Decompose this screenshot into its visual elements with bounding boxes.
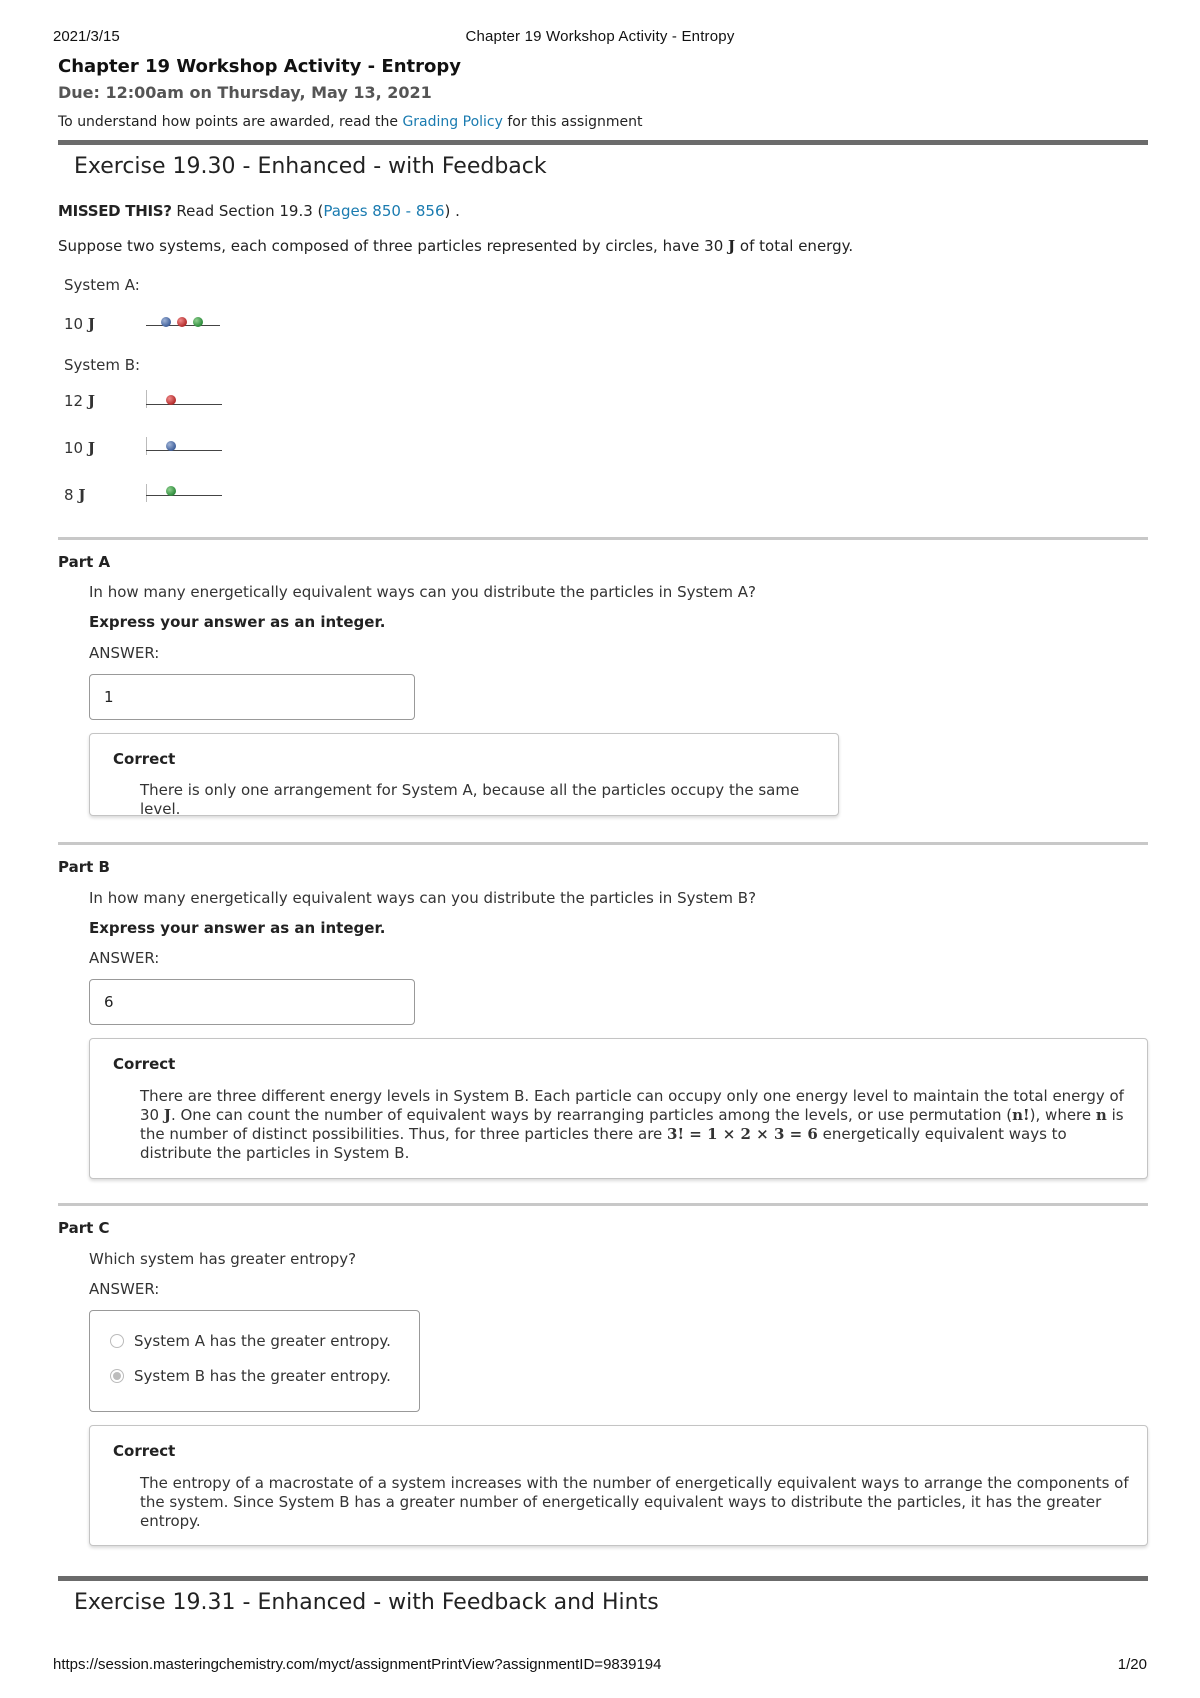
due-date: Due: 12:00am on Thursday, May 13, 2021: [58, 83, 432, 102]
missed-text: Read Section 19.3 (: [171, 202, 324, 220]
feedback-text-segment: . One can count the number of equivalent ways by rearranging particles among the levels, or use permutation (: [170, 1106, 1013, 1124]
grading-policy-link[interactable]: Grading Policy: [402, 114, 503, 130]
energy-level-line: [146, 495, 222, 496]
math-n: n: [1095, 1106, 1107, 1124]
particle-blue: [161, 317, 171, 327]
choice-system-b[interactable]: [110, 1367, 391, 1385]
part-b-feedback: [89, 1038, 1148, 1179]
exercise-divider: [58, 1576, 1148, 1581]
choice-system-a[interactable]: [110, 1332, 391, 1350]
page-number: 1/20: [1117, 1656, 1147, 1673]
level-unit: J: [87, 315, 95, 333]
choice-label: System A has the greater entropy.: [134, 1332, 391, 1350]
print-url: https://session.masteringchemistry.com/myct/assignmentPrintView?assignmentID=9839194: [53, 1656, 662, 1673]
part-divider: [58, 537, 1148, 540]
feedback-title: Correct: [113, 750, 176, 768]
exercise-title-next: Exercise 19.31 - Enhanced - with Feedback and Hints: [74, 1590, 659, 1615]
grading-note: [58, 114, 642, 130]
missed-this-note: [58, 202, 460, 220]
part-c-choices: [89, 1310, 420, 1412]
choice-label: System B has the greater entropy.: [134, 1367, 391, 1385]
level-value: 10: [64, 315, 84, 333]
exercise-divider: [58, 140, 1148, 145]
level-value: 12: [64, 392, 84, 410]
level-unit: J: [87, 439, 95, 457]
level-unit: J: [87, 392, 95, 410]
energy-level-line: [146, 450, 222, 451]
part-a-answer-label: ANSWER:: [89, 644, 160, 662]
part-c-feedback: [89, 1425, 1148, 1546]
system-b-level-label: [64, 392, 95, 410]
energy-level-line: [146, 404, 222, 405]
part-c-answer-label: ANSWER:: [89, 1280, 160, 1298]
energy-axis-tick: [146, 484, 147, 502]
part-a-instruction: Express your answer as an integer.: [89, 613, 386, 631]
particle-red: [177, 317, 187, 327]
print-title: Chapter 19 Workshop Activity - Entropy: [465, 28, 735, 45]
feedback-text-segment: is the number of distinct possibilities. Thus, for three particles there are: [140, 1106, 1124, 1143]
feedback-title: Correct: [113, 1055, 176, 1073]
grading-suffix: for this assignment: [502, 114, 643, 130]
missed-end: ) .: [444, 202, 460, 220]
part-c-question: Which system has greater entropy?: [89, 1250, 357, 1268]
part-a-question: In how many energetically equivalent ways can you distribute the particles in System A?: [89, 583, 757, 601]
particle-red: [166, 395, 176, 405]
feedback-text-segment: energetically equivalent ways to distribute the particles in System B.: [140, 1125, 1067, 1162]
print-footer: [53, 1656, 1147, 1676]
system-b-level-label: [64, 486, 85, 504]
system-b-level-label: [64, 439, 95, 457]
joule-unit: J: [163, 1106, 171, 1124]
part-divider: [58, 1203, 1148, 1206]
feedback-text-segment: ), where: [1029, 1106, 1096, 1124]
part-a-answer-field[interactable]: 1: [89, 674, 415, 720]
radio-button-selected[interactable]: [110, 1369, 124, 1383]
print-date: 2021/3/15: [53, 28, 120, 45]
particle-blue: [166, 441, 176, 451]
part-c-label: Part C: [58, 1219, 110, 1237]
system-a-label: System A:: [64, 276, 140, 294]
particle-green: [166, 486, 176, 496]
system-b-label: System B:: [64, 356, 141, 374]
math-n-factorial: n!: [1012, 1106, 1030, 1124]
missed-label: MISSED THIS?: [58, 202, 172, 220]
intro-text: Suppose two systems, each composed of three particles represented by circles, have 30: [58, 237, 729, 255]
exercise-title: Exercise 19.30 - Enhanced - with Feedback: [74, 154, 547, 179]
pages-link[interactable]: Pages 850 - 856: [323, 202, 445, 220]
assignment-title: Chapter 19 Workshop Activity - Entropy: [58, 56, 461, 77]
problem-intro: [58, 237, 853, 255]
grading-prefix: To understand how points are awarded, read the: [58, 114, 403, 130]
intro-text-end: of total energy.: [735, 237, 854, 255]
level-value: 10: [64, 439, 84, 457]
feedback-text-segment: There are three different energy levels in System B. Each particle can occupy only one energy level to maintain the total energy of 30: [140, 1087, 1124, 1124]
system-a-level-label: [64, 315, 95, 333]
feedback-text: [140, 1087, 1129, 1163]
energy-axis-tick: [146, 390, 147, 408]
joule-unit: J: [728, 237, 736, 255]
part-b-question: In how many energetically equivalent ways can you distribute the particles in System B?: [89, 889, 757, 907]
feedback-text: There is only one arrangement for System A, because all the particles occupy the same level.: [140, 781, 800, 818]
level-value: 8: [64, 486, 74, 504]
particle-green: [193, 317, 203, 327]
part-divider: [58, 842, 1148, 845]
part-b-label: Part B: [58, 858, 110, 876]
feedback-title: Correct: [113, 1442, 176, 1460]
energy-axis-tick: [146, 437, 147, 455]
radio-button[interactable]: [110, 1334, 124, 1348]
part-b-answer-label: ANSWER:: [89, 949, 160, 967]
math-permutation: 3! = 1 × 2 × 3 = 6: [667, 1125, 818, 1143]
feedback-text: The entropy of a macrostate of a system increases with the number of energetically equivalent ways to arrange the components of the system. Since System B has a greater number of energetically equivalent ways to distribute the particles, it has the greater entropy.: [140, 1474, 1129, 1530]
part-a-label: Part A: [58, 553, 111, 571]
print-header: [53, 28, 1147, 48]
part-a-feedback: [89, 733, 839, 816]
part-b-answer-field[interactable]: 6: [89, 979, 415, 1025]
part-b-instruction: Express your answer as an integer.: [89, 919, 386, 937]
level-unit: J: [78, 486, 86, 504]
